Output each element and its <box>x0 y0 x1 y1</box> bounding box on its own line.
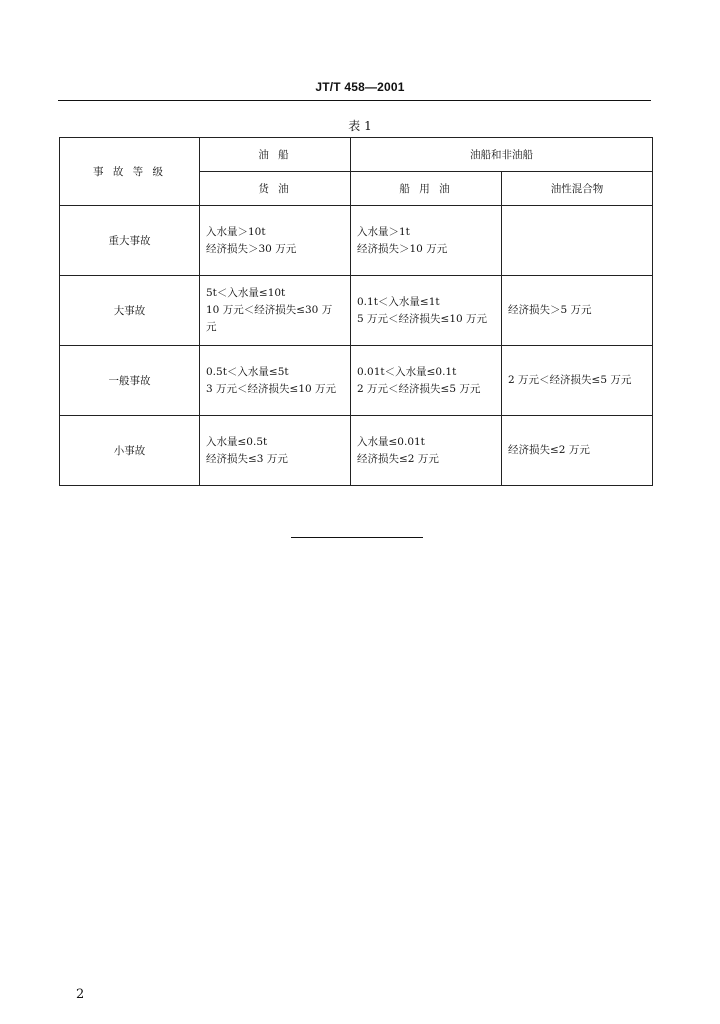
cell-text: 0.01t＜入水量≤0.1t <box>357 365 457 378</box>
cell-text: 10 万元＜经济损失≤30 万 <box>206 304 333 316</box>
cell-text: 经济损失＞30 万元 <box>206 242 297 255</box>
cargo-oil-cell <box>200 346 351 416</box>
cell-text: 经济损失＞5 万元 <box>508 304 592 316</box>
table-row <box>60 276 653 346</box>
table-row <box>60 346 653 416</box>
header-tanker-and-non-tanker: 油船和非油船 <box>351 138 653 172</box>
cargo-oil-cell <box>200 416 351 486</box>
cell-text: 入水量＞1t <box>357 225 410 238</box>
cell-text: 5 万元＜经济损失≤10 万元 <box>357 312 488 325</box>
oily-mixture-cell <box>502 206 653 276</box>
cell-text: 经济损失≤3 万元 <box>206 452 288 465</box>
oily-mixture-cell <box>502 416 653 486</box>
cargo-oil-cell <box>200 206 351 276</box>
cell-text: 经济损失≤2 万元 <box>508 444 590 456</box>
cell-text: 入水量≤0.5t <box>206 435 268 448</box>
header-cargo-oil: 货 油 <box>200 172 351 206</box>
cell-text: 经济损失≤2 万元 <box>357 452 439 465</box>
grade-cell: 大事故 <box>60 276 200 346</box>
cell-text: 0.5t＜入水量≤5t <box>206 365 289 378</box>
accident-grade-table <box>59 137 653 486</box>
header-rule <box>58 100 651 101</box>
ship-oil-cell <box>351 276 502 346</box>
cell-text: 经济损失＞10 万元 <box>357 242 448 255</box>
cell-text: 3 万元＜经济损失≤10 万元 <box>206 382 337 395</box>
ship-oil-cell <box>351 346 502 416</box>
header-oil-tanker: 油 船 <box>200 138 351 172</box>
header-ship-oil: 船 用 油 <box>351 172 502 206</box>
cell-text: 入水量≤0.01t <box>357 435 425 448</box>
grade-cell: 小事故 <box>60 416 200 486</box>
grade-cell: 一般事故 <box>60 346 200 416</box>
table-caption: 表 1 <box>348 119 372 133</box>
header-accident-grade: 事 故 等 级 <box>60 138 200 206</box>
oily-mixture-cell <box>502 276 653 346</box>
ship-oil-cell <box>351 416 502 486</box>
cell-text: 入水量＞10t <box>206 225 266 238</box>
cargo-oil-cell <box>200 276 351 346</box>
header-oily-mixture: 油性混合物 <box>502 172 653 206</box>
cell-text: 5t＜入水量≤10t <box>206 287 286 299</box>
table-row <box>60 206 653 276</box>
table-header-row <box>60 138 653 172</box>
ship-oil-cell <box>351 206 502 276</box>
oily-mixture-cell <box>502 346 653 416</box>
cell-text: 2 万元＜经济损失≤5 万元 <box>357 382 481 395</box>
end-of-document-rule <box>291 537 423 538</box>
page-number: 2 <box>76 987 85 1002</box>
cell-text: 元 <box>206 321 217 333</box>
cell-text: 2 万元＜经济损失≤5 万元 <box>508 374 632 386</box>
grade-cell: 重大事故 <box>60 206 200 276</box>
standard-code: JT/T 458—2001 <box>315 80 405 94</box>
cell-text: 0.1t＜入水量≤1t <box>357 295 440 308</box>
table-row <box>60 416 653 486</box>
